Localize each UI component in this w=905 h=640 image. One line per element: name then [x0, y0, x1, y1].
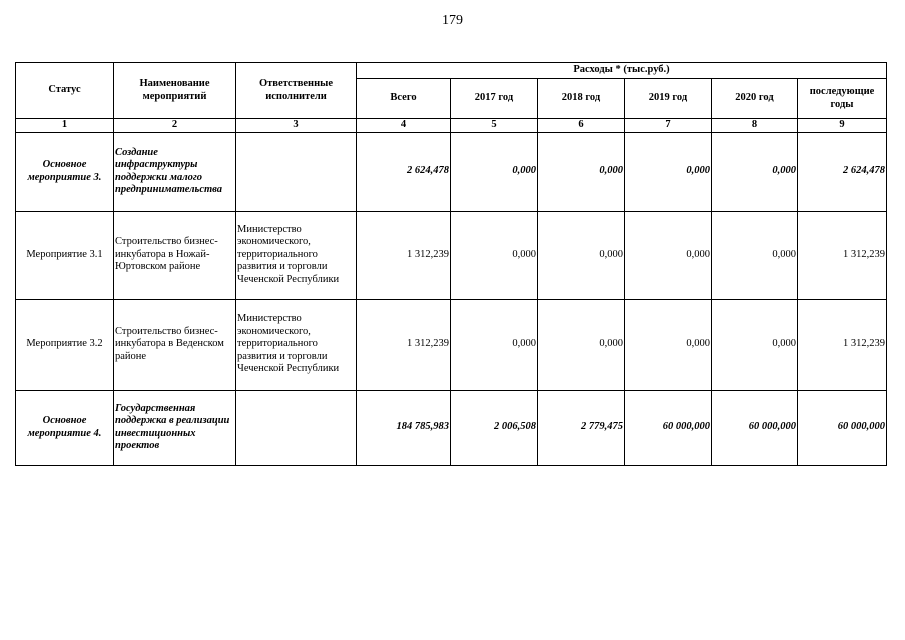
value-2020: 0,000 — [712, 211, 798, 299]
value-2019: 60 000,000 — [625, 390, 712, 465]
row-status: Основное мероприятие 4. — [16, 390, 114, 465]
value-2017: 0,000 — [451, 132, 538, 211]
row-status: Основное мероприятие 3. — [16, 132, 114, 211]
value-2017: 2 006,508 — [451, 390, 538, 465]
header-2017: 2017 год — [451, 79, 538, 119]
column-number: 9 — [798, 119, 887, 133]
value-2018: 0,000 — [538, 299, 625, 390]
column-number-row — [16, 119, 887, 133]
row-executors — [236, 132, 357, 211]
column-number: 4 — [357, 119, 451, 133]
value-2018: 2 779,475 — [538, 390, 625, 465]
row-name: Строительство бизнес-инкубатора в Ножай-Юртовском районе — [114, 211, 236, 299]
value-total: 2 624,478 — [357, 132, 451, 211]
value-total: 1 312,239 — [357, 211, 451, 299]
value-2020: 0,000 — [712, 132, 798, 211]
column-number: 2 — [114, 119, 236, 133]
column-number: 3 — [236, 119, 357, 133]
row-status: Мероприятие 3.2 — [16, 299, 114, 390]
value-2020: 60 000,000 — [712, 390, 798, 465]
value-subsequent: 1 312,239 — [798, 211, 887, 299]
table-row — [16, 299, 887, 390]
header-2020: 2020 год — [712, 79, 798, 119]
column-number: 7 — [625, 119, 712, 133]
row-name: Создание инфраструктуры поддержки малого предпринимательства — [114, 132, 236, 211]
header-2018: 2018 год — [538, 79, 625, 119]
value-total: 184 785,983 — [357, 390, 451, 465]
header-status: Статус — [16, 63, 114, 119]
row-status: Мероприятие 3.1 — [16, 211, 114, 299]
header-subsequent: последующие годы — [798, 79, 887, 119]
value-2017: 0,000 — [451, 299, 538, 390]
value-2018: 0,000 — [538, 211, 625, 299]
table-row — [16, 390, 887, 465]
column-number: 6 — [538, 119, 625, 133]
row-name: Государственная поддержка в реализации инвестиционных проектов — [114, 390, 236, 465]
row-name: Строительство бизнес-инкубатора в Веденском районе — [114, 299, 236, 390]
value-2019: 0,000 — [625, 299, 712, 390]
value-subsequent: 1 312,239 — [798, 299, 887, 390]
table-row — [16, 211, 887, 299]
value-subsequent: 2 624,478 — [798, 132, 887, 211]
column-number: 1 — [16, 119, 114, 133]
value-2017: 0,000 — [451, 211, 538, 299]
column-number: 8 — [712, 119, 798, 133]
header-expenses: Расходы * (тыс.руб.) — [357, 63, 887, 79]
row-executors: Министерство экономического, территориального развития и торговли Чеченской Республики — [236, 299, 357, 390]
value-2019: 0,000 — [625, 132, 712, 211]
value-2019: 0,000 — [625, 211, 712, 299]
header-2019: 2019 год — [625, 79, 712, 119]
value-2020: 0,000 — [712, 299, 798, 390]
table-row — [16, 132, 887, 211]
header-total: Всего — [357, 79, 451, 119]
value-total: 1 312,239 — [357, 299, 451, 390]
page-number: 179 — [442, 13, 463, 28]
value-2018: 0,000 — [538, 132, 625, 211]
value-subsequent: 60 000,000 — [798, 390, 887, 465]
row-executors — [236, 390, 357, 465]
row-executors: Министерство экономического, территориального развития и торговли Чеченской Республики — [236, 211, 357, 299]
column-number: 5 — [451, 119, 538, 133]
budget-table — [15, 62, 887, 466]
header-name: Наименование мероприятий — [114, 63, 236, 119]
header-executors: Ответственные исполнители — [236, 63, 357, 119]
